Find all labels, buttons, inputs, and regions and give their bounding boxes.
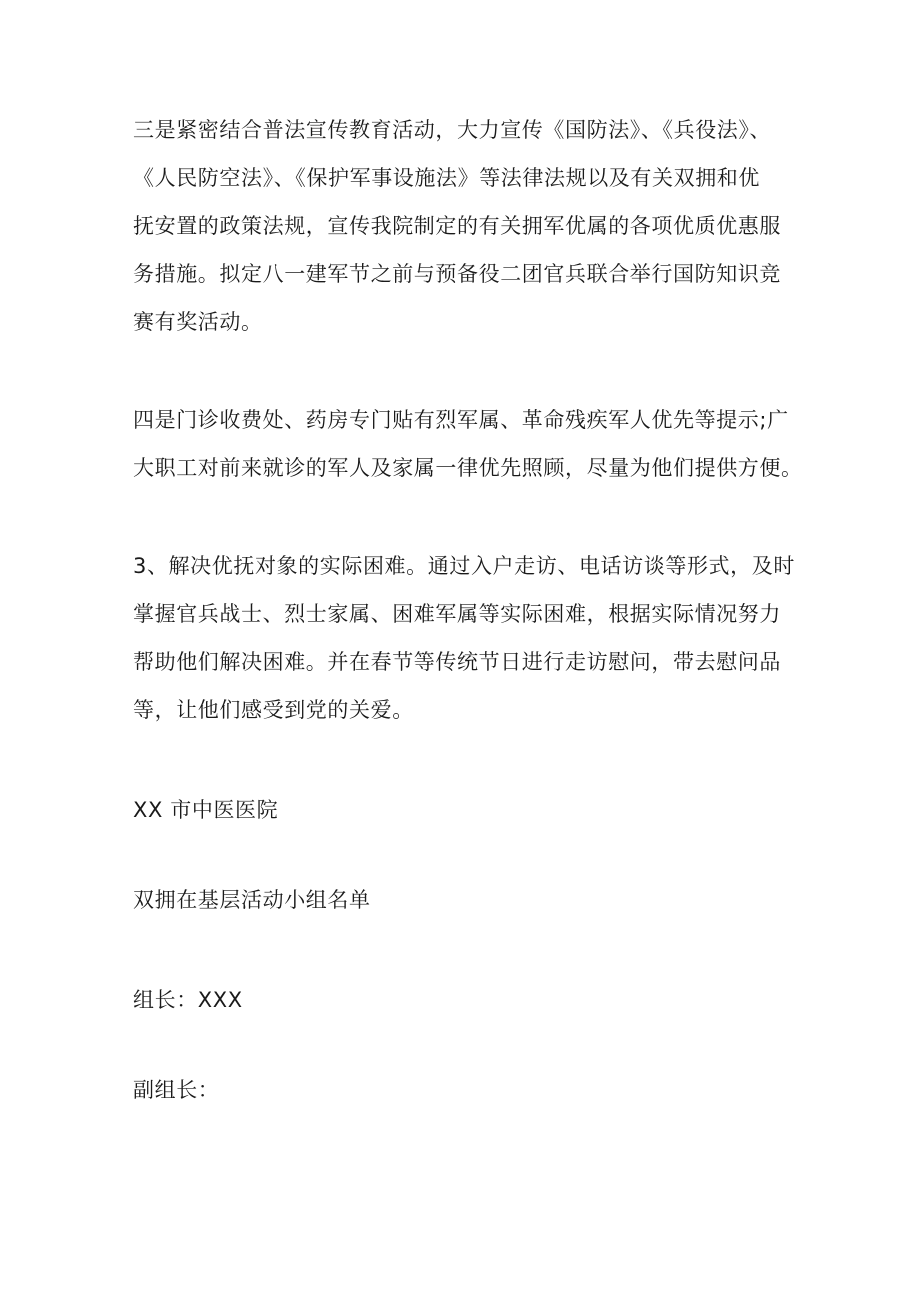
paragraph-line: 等，让他们感受到党的关爱。 xyxy=(133,698,414,722)
paragraph-line: 大职工对前来就诊的军人及家属一律优先照顾，尽量为他们提供方便。 xyxy=(133,456,803,480)
paragraph-line: 务措施。拟定八一建军节之前与预备役二团官兵联合举行国防知识竞 xyxy=(133,262,781,286)
paragraph-line: 抚安置的政策法规，宣传我院制定的有关拥军优属的各项优质优惠服 xyxy=(133,214,781,238)
paragraph-line: 赛有奖活动。 xyxy=(133,310,263,334)
paragraph-line: 《人民防空法》、《保护军事设施法》等法律法规以及有关双拥和优 xyxy=(133,166,760,190)
list-title: 双拥在基层活动小组名单 xyxy=(133,888,371,912)
paragraph-line: 三是紧密结合普法宣传教育活动，大力宣传《国防法》、《兵役法》、 xyxy=(133,118,772,142)
deputy-leader-entry: 副组长： xyxy=(133,1078,220,1102)
paragraph-line: 掌握官兵战士、烈士家属、困难军属等实际困难，根据实际情况努力 xyxy=(133,602,781,626)
paragraph-line: 帮助他们解决困难。并在春节等传统节日进行走访慰问，带去慰问品 xyxy=(133,650,781,674)
organization-name: XX 市中医医院 xyxy=(133,798,279,822)
paragraph-line: 四是门诊收费处、药房专门贴有烈军属、革命残疾军人优先等提示;广 xyxy=(133,408,789,432)
paragraph-line: 3、解决优抚对象的实际困难。通过入户走访、电话访谈等形式，及时 xyxy=(133,554,795,578)
leader-entry: 组长：XXX xyxy=(133,988,243,1012)
